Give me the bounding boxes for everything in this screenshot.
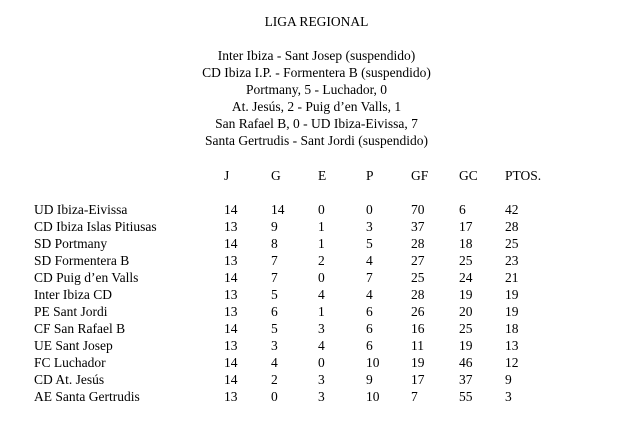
drawn-cell: 1 <box>318 219 325 234</box>
won-cell: 7 <box>271 270 278 285</box>
goals-for-cell: 70 <box>411 202 425 217</box>
lost-cell: 10 <box>366 355 380 370</box>
team-name: SD Formentera B <box>34 253 130 268</box>
goals-for-cell: 28 <box>411 287 425 302</box>
played-cell: 13 <box>224 304 238 319</box>
team-name: UE Sant Josep <box>34 338 113 353</box>
match-result: Inter Ibiza - Sant Josep (suspendido) <box>217 48 416 63</box>
table-row <box>34 337 565 354</box>
table-row <box>34 354 565 371</box>
drawn-cell: 4 <box>318 287 325 302</box>
header-won: G <box>271 168 281 183</box>
lost-cell: 6 <box>366 304 373 319</box>
goals-against-cell: 46 <box>459 355 473 370</box>
team-name: CD Puig d’en Valls <box>34 270 139 285</box>
team-name: CD Ibiza Islas Pitiusas <box>34 219 157 234</box>
header-drawn: E <box>318 168 327 183</box>
drawn-cell: 3 <box>318 389 325 404</box>
points-cell: 12 <box>505 355 519 370</box>
points-cell: 21 <box>505 270 519 285</box>
drawn-cell: 0 <box>318 202 325 217</box>
drawn-cell: 0 <box>318 355 325 370</box>
won-cell: 9 <box>271 219 278 234</box>
table-row <box>34 320 565 337</box>
lost-cell: 10 <box>366 389 380 404</box>
lost-cell: 3 <box>366 219 373 234</box>
goals-for-cell: 26 <box>411 304 425 319</box>
points-cell: 23 <box>505 253 519 268</box>
played-cell: 13 <box>224 253 238 268</box>
table-row <box>34 218 565 235</box>
drawn-cell: 3 <box>318 372 325 387</box>
goals-against-cell: 19 <box>459 338 473 353</box>
goals-against-cell: 25 <box>459 321 473 336</box>
played-cell: 14 <box>224 321 238 336</box>
points-cell: 9 <box>505 372 512 387</box>
goals-for-cell: 28 <box>411 236 425 251</box>
team-name: Inter Ibiza CD <box>34 287 112 302</box>
won-cell: 6 <box>271 304 278 319</box>
goals-for-cell: 16 <box>411 321 425 336</box>
lost-cell: 9 <box>366 372 373 387</box>
lost-cell: 7 <box>366 270 373 285</box>
match-result: At. Jesús, 2 - Puig d’en Valls, 1 <box>231 99 402 114</box>
won-cell: 4 <box>271 355 278 370</box>
drawn-cell: 0 <box>318 270 325 285</box>
standings-header <box>34 167 565 201</box>
header-team <box>34 167 224 201</box>
points-cell: 19 <box>505 287 519 302</box>
team-name: CF San Rafael B <box>34 321 126 336</box>
goals-for-cell: 37 <box>411 219 425 234</box>
goals-against-cell: 24 <box>459 270 473 285</box>
points-cell: 19 <box>505 304 519 319</box>
goals-against-cell: 20 <box>459 304 473 319</box>
lost-cell: 4 <box>366 287 373 302</box>
lost-cell: 0 <box>366 202 373 217</box>
won-cell: 14 <box>271 202 285 217</box>
lost-cell: 5 <box>366 236 373 251</box>
won-cell: 7 <box>271 253 278 268</box>
drawn-cell: 2 <box>318 253 325 268</box>
played-cell: 13 <box>224 219 238 234</box>
played-cell: 14 <box>224 372 238 387</box>
standings-table <box>34 167 565 405</box>
goals-against-cell: 6 <box>459 202 466 217</box>
match-result: CD Ibiza I.P. - Formentera B (suspendido) <box>202 65 431 80</box>
header-goals-for: GF <box>411 168 429 183</box>
header-lost: P <box>366 168 374 183</box>
played-cell: 14 <box>224 236 238 251</box>
played-cell: 14 <box>224 202 238 217</box>
goals-against-cell: 17 <box>459 219 473 234</box>
table-row <box>34 388 565 405</box>
team-name: SD Portmany <box>34 236 108 251</box>
standings-body <box>34 201 565 405</box>
won-cell: 2 <box>271 372 278 387</box>
team-name: PE Sant Jordi <box>34 304 108 319</box>
played-cell: 13 <box>224 338 238 353</box>
drawn-cell: 1 <box>318 236 325 251</box>
played-cell: 14 <box>224 355 238 370</box>
match-result: Santa Gertrudis - Sant Jordi (suspendido) <box>204 133 429 148</box>
table-row <box>34 371 565 388</box>
page-title: LIGA REGIONAL <box>264 14 369 29</box>
lost-cell: 4 <box>366 253 373 268</box>
goals-for-cell: 25 <box>411 270 425 285</box>
points-cell: 28 <box>505 219 519 234</box>
points-cell: 25 <box>505 236 519 251</box>
goals-against-cell: 55 <box>459 389 473 404</box>
won-cell: 8 <box>271 236 278 251</box>
table-row <box>34 303 565 320</box>
goals-against-cell: 37 <box>459 372 473 387</box>
goals-for-cell: 27 <box>411 253 425 268</box>
table-row <box>34 286 565 303</box>
won-cell: 0 <box>271 389 278 404</box>
won-cell: 3 <box>271 338 278 353</box>
points-cell: 42 <box>505 202 519 217</box>
goals-against-cell: 25 <box>459 253 473 268</box>
table-row <box>34 235 565 252</box>
team-name: AE Santa Gertrudis <box>34 389 140 404</box>
goals-for-cell: 11 <box>411 338 424 353</box>
drawn-cell: 1 <box>318 304 325 319</box>
header-played: J <box>224 168 230 183</box>
goals-for-cell: 17 <box>411 372 425 387</box>
points-cell: 3 <box>505 389 512 404</box>
points-cell: 13 <box>505 338 519 353</box>
goals-against-cell: 18 <box>459 236 473 251</box>
lost-cell: 6 <box>366 321 373 336</box>
match-result: San Rafael B, 0 - UD Ibiza-Eivissa, 7 <box>215 116 418 131</box>
header-goals-against: GC <box>459 168 478 183</box>
drawn-cell: 4 <box>318 338 325 353</box>
team-name: FC Luchador <box>34 355 106 370</box>
goals-against-cell: 19 <box>459 287 473 302</box>
goals-for-cell: 7 <box>411 389 418 404</box>
played-cell: 13 <box>224 287 238 302</box>
played-cell: 14 <box>224 270 238 285</box>
header-points: PTOS. <box>505 168 542 183</box>
lost-cell: 6 <box>366 338 373 353</box>
match-result: Portmany, 5 - Luchador, 0 <box>245 82 388 97</box>
table-row <box>34 252 565 269</box>
goals-for-cell: 19 <box>411 355 425 370</box>
won-cell: 5 <box>271 287 278 302</box>
table-row <box>34 269 565 286</box>
points-cell: 18 <box>505 321 519 336</box>
team-name: CD At. Jesús <box>34 372 105 387</box>
played-cell: 13 <box>224 389 238 404</box>
drawn-cell: 3 <box>318 321 325 336</box>
team-name: UD Ibiza-Eivissa <box>34 202 128 217</box>
table-row <box>34 201 565 218</box>
match-results <box>0 47 633 149</box>
won-cell: 5 <box>271 321 278 336</box>
